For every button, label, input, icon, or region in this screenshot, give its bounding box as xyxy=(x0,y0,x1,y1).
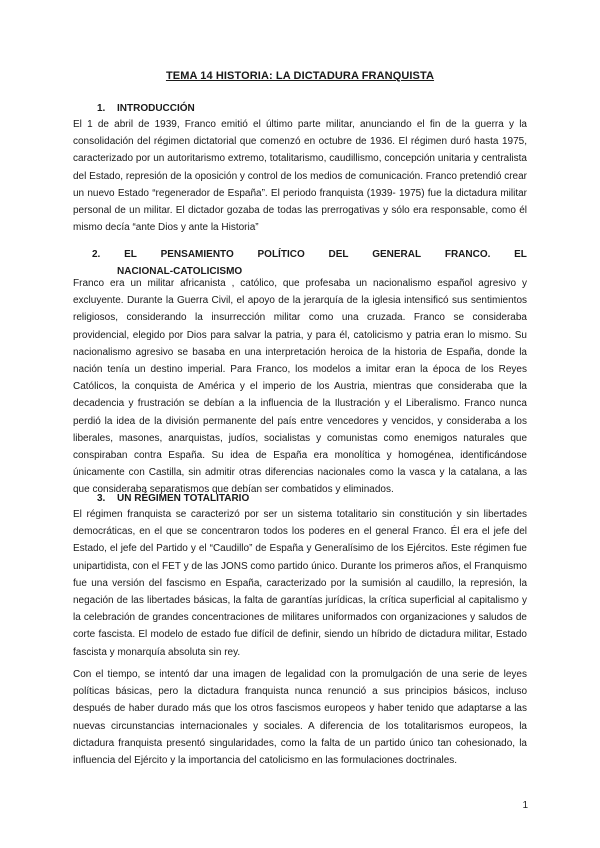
section-heading-regimen-totalitario xyxy=(97,493,249,504)
section-heading-line xyxy=(92,246,527,263)
heading-word: FRANCO. xyxy=(444,249,491,260)
section-number: 2. xyxy=(92,249,101,260)
heading-word: EL xyxy=(514,249,527,260)
heading-word: GENERAL xyxy=(372,249,422,260)
paragraph-pensamiento-politico: Franco era un militar africanista , católico, que profesaba un nacionalismo español agresivo y excluyente. Durante la Guerra Civil, el apoyo de la jerarquía de la iglesia intensificó sus sentimientos religiosos, considerando la insurrección militar como una cruzada. Franco se consideraba providencial, elegido por Dios para salvar la patria, y para él, catolicismo y patria eran lo mismo. Su nacionalismo agresivo se basaba en una interpretación heroica de la historia de España, donde la nación tenía un destino imperial. Para Franco, los modelos a imitar eran la época de los Reyes Católicos, la conquista de América y el imperio de los Austria, mientras que consideraba que la decadencia y frustración se debían a la influencia de la Ilustración y el Liberalismo. Franco nunca perdió la idea de la división permanente del país entre vencedores y vencidos, y consideraba a los liberales, masones, anarquistas, judíos, socialistas y comunistas como enemigos naturales que conspiraban contra España. Su idea de España era monolítica y homogénea, identificándose únicamente con Castilla, sin admitir otras diferencias nacionales como la vasca y la catalana, a las que consideraba separatismos que debían ser combatidos y eliminados. xyxy=(73,278,527,496)
page-number: 1 xyxy=(522,800,528,811)
paragraph-regimen-totalitario-1: El régimen franquista se caracterizó por ser un sistema totalitario sin constitución y sin libertades democráticas, en el que se concentraron todos los poderes en el general Franco. Él era el jefe del Estado, el jefe del Partido y el “Caudillo” de España y Generalísimo de los Ejércitos. Este régimen fue unipartidista, con el FET y de las JONS como partido único. Durante los primeros años, el Franquismo fue una versión del fascismo en España, caracterizado por la sumisión al caudillo, la represión, la negación de las libertades básicas, la falta de garantías jurídicas, la crítica superficial al capitalismo y la celebración de grandes concentraciones de militares uniformados con organizaciones y saludos de corte fascista. El modelo de estado fue difícil de definir, siendo un híbrido de dictadura militar, Estado fascista y monarquía absoluta sin rey. xyxy=(73,509,527,658)
section-number: 3. xyxy=(97,493,106,504)
heading-word: PENSAMIENTO xyxy=(160,249,234,260)
section-number: 1. xyxy=(97,103,106,114)
heading-word: EL xyxy=(124,249,137,260)
section-title: UN RÉGIMEN TOTALITARIO xyxy=(117,493,250,504)
paragraph-regimen-totalitario-2: Con el tiempo, se intentó dar una imagen de legalidad con la promulgación de una serie de leyes políticas básicas, pero la dictadura franquista nunca renunció a sus principios básicos, incluso después de haber durado más que los otros fascismos europeos y haber tenido que adaptarse a las nuevas circunstancias internacionales y sociales. A diferencia de los totalitarismos europeos, la dictadura franquista presentó singularidades, como la falta de un partido único tan cohesionado, la influencia del Ejército y la importancia del catolicismo en las formulaciones doctrinales. xyxy=(73,669,527,767)
section-heading-line-2: NACIONAL-CATOLICISMO xyxy=(117,266,243,277)
heading-word: POLÍTICO xyxy=(257,249,305,260)
document-title: TEMA 14 HISTORIA: LA DICTADURA FRANQUISTA xyxy=(165,70,435,82)
heading-word: DEL xyxy=(328,249,349,260)
paragraph-introduccion: El 1 de abril de 1939, Franco emitió el último parte militar, anunciando el fin de la guerra y la consolidación del régimen dictatorial que comenzó en octubre de 1936. El régimen duró hasta 1975, caracterizado por un autoritarismo extremo, totalitarismo, caudillismo, concepción unitaria y centralista del Estado, represión de la oposición y control de los medios de comunicación. Franco pretendió crear un nuevo Estado “regenerador de España”. El periodo franquista (1939- 1975) fue la dictadura militar personal de un militar. El dictador gozaba de todas las prerrogativas y sólo era responsable, como él mismo decía “ante Dios y ante la Historia” xyxy=(73,119,527,234)
section-title: INTRODUCCIÓN xyxy=(117,103,195,114)
section-heading-introduccion xyxy=(97,103,195,114)
